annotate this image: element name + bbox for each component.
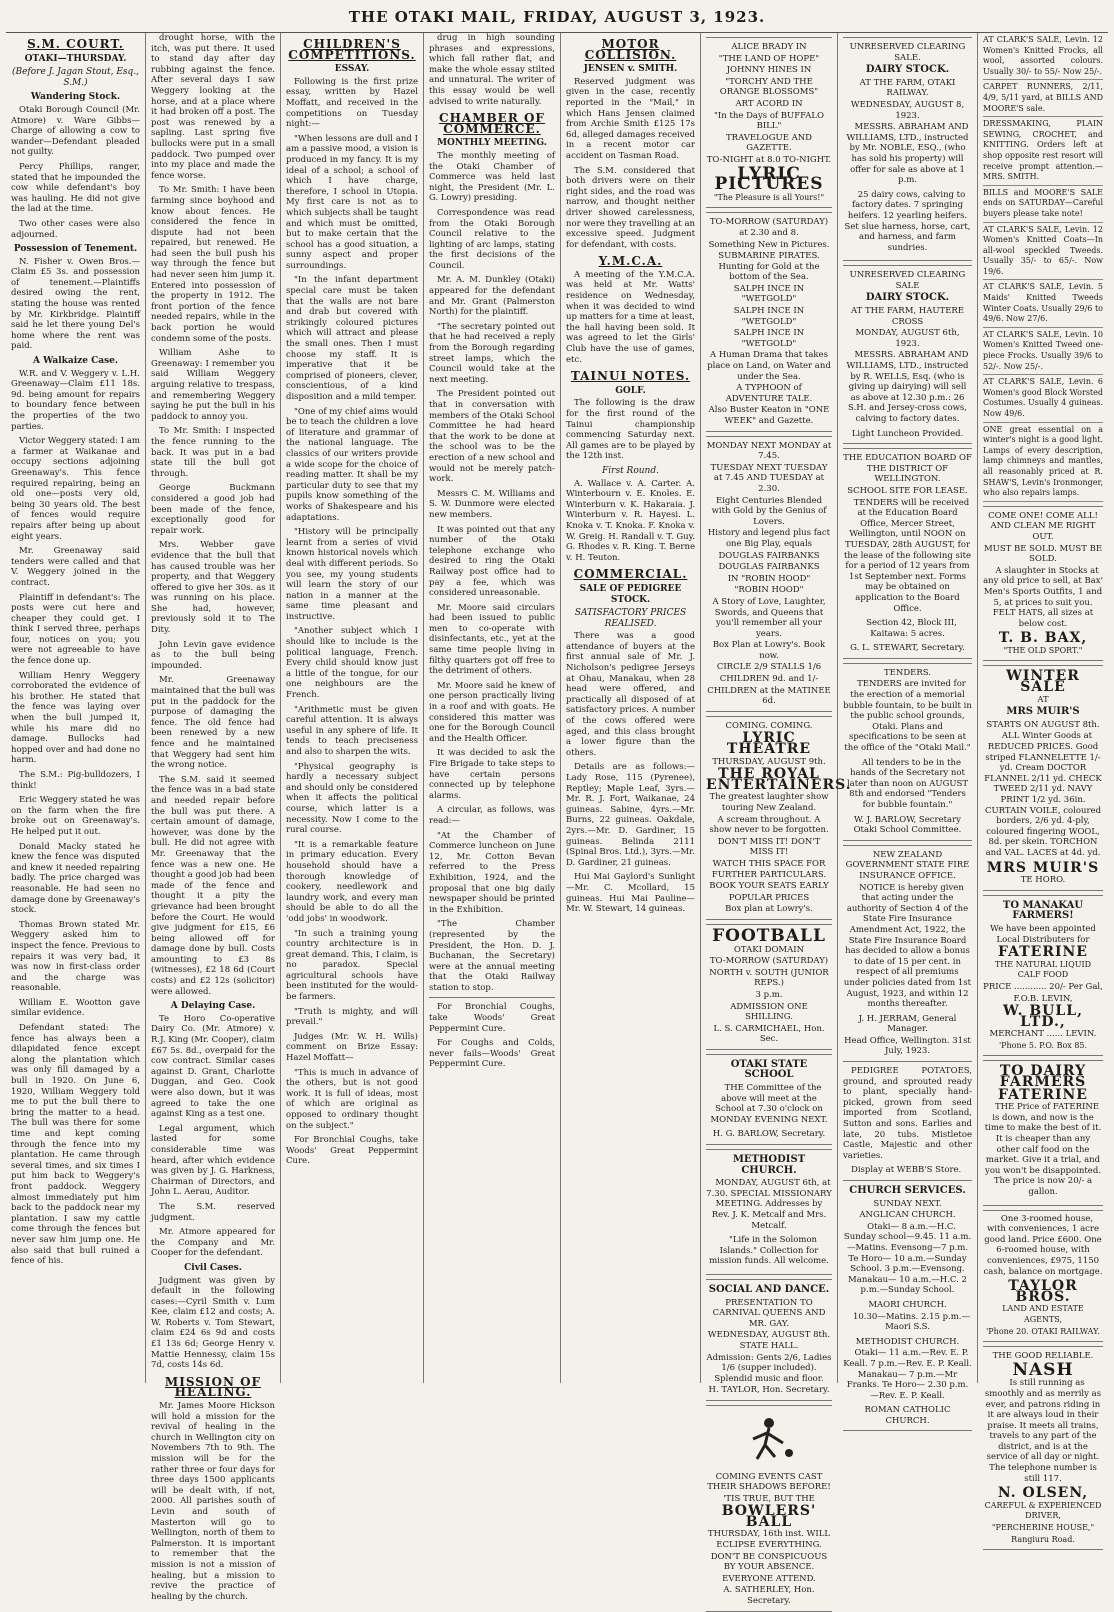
article-paragraph: "The Chamber (represented by the President, the Hon. D. J. Buchanan, the Secretary) were at the annual meeting that the Otaki Railway station to stop. bbox=[429, 919, 555, 993]
ad-line: AT bbox=[1037, 694, 1049, 705]
article-paragraph: drug in high sounding phrases and expressions, which fall rather flat, and make the whole essay stilted and unnatural. The writer of this essay would be well advised to write naturally. bbox=[429, 33, 555, 107]
ad-line: CHILDREN 9d. and 1/- bbox=[719, 674, 819, 685]
ad-line: SALPH INCE IN "WETGOLD" bbox=[733, 283, 805, 305]
article-paragraph: A circular, as follows, was read:— bbox=[429, 805, 555, 826]
ad-line: TENDERS. bbox=[884, 667, 931, 678]
ad-line: TO-MORROW (SATURDAY) at 2.30 and 8. bbox=[709, 217, 829, 238]
notice-signature: H. G. BARLOW, Secretary. bbox=[712, 1129, 826, 1140]
article-paragraph: Mr. Moore said circulars had been issued to public men to co-operate with disinfectants, etc., yet at the same time people living in filthy quarters got off free to the detriment of others. bbox=[429, 602, 555, 677]
collision-heading: MOTOR COLLISION. bbox=[584, 37, 677, 62]
ad-line: DAIRY STOCK. bbox=[865, 64, 950, 76]
column-4 bbox=[424, 33, 561, 1383]
classified-ad: AT CLARK'S SALE, Levin. 6 Women's good Block Worsted Costumes. Usually 4 guineas. Now 49/6. bbox=[983, 375, 1103, 422]
ad-line: A Story of Love, Laughter, Swords, and Queens that you'll remember all your years. bbox=[712, 596, 826, 639]
article-paragraph: William Henry Weggery corroborated the evidence of his brother. He stated that the fence was laying over when the bull jumped it, while his mare did no damage. Bullocks had hopped over and had done no harm. bbox=[11, 670, 140, 766]
court-heading: S.M. COURT. bbox=[27, 37, 124, 51]
ad-line: Admission: Gents 2/6, Ladies 1/6 (supper included). Splendid music and floor. bbox=[706, 1352, 832, 1384]
ad-line: "THE LAND OF HOPE" bbox=[718, 53, 820, 64]
article-paragraph: "History will be principally learnt from a series of vivid known historical novels which deal with different periods. So you see, my young students will learn the story of our nation in a manner at the same time pleasant and instructive. bbox=[286, 527, 418, 622]
notice-text: A slaughter in Stocks at any old price to sell, at Bax' Men's Sports Outfits, 1 and 5, at prices to suit you. FELT HATS, all sizes at below cost. bbox=[983, 565, 1103, 629]
article-paragraph: William E. Wootton gave similar evidence. bbox=[11, 997, 140, 1019]
ad-line: WEDNESDAY, AUGUST 8th. STATE HALL. bbox=[707, 1330, 831, 1351]
case-heading-civil: Civil Cases. bbox=[184, 1262, 242, 1273]
article-paragraph: For Bronchial Coughs, take Woods' Great Peppermint Cure. bbox=[286, 1135, 418, 1167]
article-paragraph: Mr. A. M. Dunkley (Otaki) appeared for the defendant and Mr. Grant (Palmerston North) for the plaintiff. bbox=[429, 275, 555, 318]
ad-line: A. SATHERLEY, Hon. Secretary. bbox=[723, 1585, 815, 1607]
ad-line: THE GOOD RELIABLE. bbox=[992, 1351, 1094, 1362]
article-paragraph: Following is the first prize essay, written by Hazel Moffatt, and received in the competitions on Tuesday night:— bbox=[286, 76, 418, 130]
methodist-notice bbox=[706, 1149, 832, 1275]
article-paragraph: The S.M.: Pig-bulldozers, I think! bbox=[11, 770, 140, 791]
winter-sale-title: WINTER SALE bbox=[1006, 668, 1080, 696]
ad-line: COME ONE! COME ALL! AND CLEAN ME RIGHT OUT. bbox=[988, 510, 1098, 542]
case-heading-delaying: A Delaying Case. bbox=[170, 1001, 256, 1012]
football-ad bbox=[706, 924, 832, 1050]
article-paragraph: Mr. Atmore appeared for the Company and Mr. Cooper for the defendant. bbox=[151, 1227, 275, 1259]
faterine-title: FATERINE bbox=[998, 944, 1088, 961]
service-times: Otaki— 8 a.m.—H.C. Sunday school—9.45. 11 a.m.—Matins. Evensong—7 p.m. Te Horo— 10 a.m.—Sunday School. 3 p.m.—Evensong. Manakau— 10 a.m.—H.C. 2 p.m.—Sunday School. bbox=[843, 1221, 972, 1296]
bax-tagline: "THE OLD SPORT." bbox=[1003, 645, 1083, 655]
article-paragraph: Messrs C. M. Williams and S. W. Dunmore were elected new members. bbox=[429, 488, 555, 520]
ad-line: POPULAR PRICES bbox=[728, 892, 810, 903]
article-paragraph: "It is a remarkable feature in primary education. Every household should have a thorough knowledge of cookery, needlework and laundry work, and every man should be able to do all the 'odd jobs' in woodwork. bbox=[286, 839, 418, 924]
church-services bbox=[843, 1180, 972, 1431]
article-paragraph: N. Fisher v. Owen Bros.—Claim £5 3s. and possession of tenement.—Plaintiffs desired owing the rent, stating the house was rented by Mr. Kirkbridge. Plaintiff said he let there young Del's home where the rent was paid. bbox=[11, 256, 140, 352]
ad-line: NEW ZEALAND GOVERNMENT STATE FIRE INSURANCE OFFICE. bbox=[845, 849, 970, 881]
nash-ad bbox=[983, 1346, 1103, 1550]
article-paragraph: A meeting of the Y.M.C.A. was held at Mr. Watts' residence on Wednesday, when it was decided to wind up matters for a time at least, the hall having been sold. It was agreed to let the Girls' Club have the use of games, etc. bbox=[566, 269, 695, 365]
ad-line: ALICE BRADY IN bbox=[731, 42, 807, 52]
ad-line: History and legend plus fact one Big Play, equals bbox=[707, 528, 831, 549]
article-paragraph: drought horse, with the itch, was put there. It used to stand day after day rubbing against the fence. After several days I saw Weggery looking at the horse, and at a place where it had broken off a post. The post was renewed by a sapling. Last spring five bullocks were put in a small paddock. Two pumped over into my place and made the fence worse. bbox=[151, 33, 275, 181]
golf-subheading: GOLF. bbox=[615, 385, 646, 396]
notice-text: TENDERS will be received at the Education Board Office, Mercer Street, Wellington, until NOON on TUESDAY, 28th AUGUST, for the lease of the following site for a period of 12 years from 1st September next. Forms may be obtained on application to the Board Office. bbox=[843, 497, 972, 614]
ad-line: We have been appointed Local Distributers for bbox=[990, 923, 1096, 945]
article-paragraph: The S.M. reserved judgment. bbox=[151, 1201, 275, 1223]
lyric-pictures-title: LYRIC PICTURES bbox=[714, 163, 824, 195]
article-paragraph: Details are as follows:— Lady Rose, 115 (Pyrenee), Reptley; Maple Leaf, 3yrs.—Mr. R. J. Fort, Waikanae, 24 guineas. Sabine, 4yrs.—Mr. Burns, 22 guineas. Oakdale, 2yrs.—Mr. D. Gardiner, 15 guineas. Belinda 2111 (Spinal Bros. Ltd.), 3yrs.—Mr. D. Gardiner, 21 guineas. bbox=[566, 762, 695, 868]
article-paragraph: It was pointed out that any number of the Otaki telephone exchange who desired to ring the Otaki Railway post office had to pay a fee, which was considered unreasonable. bbox=[429, 524, 555, 599]
article-paragraph: Reserved judgment was given in the case, recently reported in the "Mail," in which Hans Jensen claimed from Archie Smith £125 17s 6d, alleged damages received in a recent motor car accident on Tasman Road. bbox=[566, 76, 695, 161]
article-paragraph: The S.M. considered that both drivers were on their right sides, and the road was narrow, and thought neither driver showed carelessness, nor were they travelling at an excessive speed. Judgment for defendant, with costs. bbox=[566, 165, 695, 250]
article-paragraph: Donald Macky stated he knew the fence was disputed and knew it needed repairing badly. The price charged was reasonable. He had seen no damage done by Greenaway's stock. bbox=[11, 841, 140, 916]
article-paragraph: W.R. and V. Weggery v. L.H. Greenaway—Claim £11 18s. 9d. being amount for repairs to boundary fence between the properties of the two parties. bbox=[11, 368, 140, 432]
tenders-notice bbox=[843, 663, 972, 841]
notice-signature: G. L. STEWART, Secretary. bbox=[850, 643, 965, 654]
clearing-sale-ad-2 bbox=[843, 265, 972, 444]
article-paragraph: The following is the draw for the first round of the Tainui championship commencing Saturday next. All games are to be played by the 12th inst. bbox=[566, 398, 695, 462]
article-paragraph: The monthly meeting of the Otaki Chamber of Commerce was held last night, the President (Mr. L. G. Lowry) presiding. bbox=[429, 150, 555, 204]
pictures-ad-tomorrow bbox=[706, 212, 832, 431]
ad-line: TO-MORROW (SATURDAY) bbox=[709, 956, 829, 967]
article-paragraph: Otaki Borough Council (Mr. Atmore) v. Ware Gibbs—Charge of allowing a cow to wander—Defendant pleaded not guilty. bbox=[11, 104, 140, 158]
pedigree-subheading: SALE OF PEDIGREE STOCK. bbox=[579, 583, 682, 605]
ad-line: MONDAY NEXT MONDAY at 7.45. bbox=[706, 440, 832, 462]
ad-line: "In the Days of BUFFALO BILL" bbox=[714, 110, 824, 132]
winter-sale-ad bbox=[983, 665, 1103, 890]
article-paragraph: Legal argument, which lasted for some considerable time was heard, after which evidence was given by J. G. Harkness, Chairman of Directors, and John L. Aerau, Auditor. bbox=[151, 1123, 275, 1198]
notice-text: Section 42, Block III, Kaitawa: 5 acres. bbox=[866, 618, 957, 639]
ad-line: "ROBIN HOOD" bbox=[734, 585, 804, 596]
classified-ad: DRESSMAKING, PLAIN SEWING, CROCHET, and KNITTING. Orders left at shop opposite rest resort will receive prompt attention.—MRS. SMITH. bbox=[983, 117, 1103, 186]
ad-line: F.O.B. LEVIN, bbox=[1013, 993, 1073, 1004]
article-paragraph: "Truth is mighty, and will prevail." bbox=[286, 1006, 418, 1028]
ad-line: 3 p.m. bbox=[755, 989, 783, 1000]
ad-line: 'TIS TRUE, BUT THE bbox=[723, 1493, 815, 1504]
notice-text: MESSRS. ABRAHAM AND WILLIAMS, LTD., instructed by R. WELLS, Esq. (who is giving up dairying) will sell as above at 12.30 p.m.: 26 S.H. and Jersey-cross cows, calving to factory dates. bbox=[846, 350, 969, 424]
article-paragraph: Mr. Greenaway maintained that the bull was put in the paddock for the purpose of damaging the fence. The old fence had been renewed by a new fence and he maintained that Weggery had sent him the wrong notice. bbox=[151, 675, 275, 771]
article-paragraph: "The secretary pointed out that he had received a reply from the Borough regarding street lamps, which the Council would take at the next meeting. bbox=[429, 321, 555, 385]
ad-line: H. TAYLOR, Hon. Secretary. bbox=[708, 1385, 830, 1396]
column-3 bbox=[281, 33, 424, 1383]
dairy-title: TO DAIRY FARMERS bbox=[999, 1063, 1087, 1091]
classified-ad: BILLS and MOORE'S SALE ends on SATURDAY—Careful buyers please take note! bbox=[983, 186, 1103, 223]
ad-line: DAIRY STOCK. bbox=[865, 292, 950, 304]
ad-line: TUESDAY NEXT TUESDAY at 7.45 AND TUESDAY at 2.30. bbox=[710, 462, 828, 494]
ad-line: TO-NIGHT at 8.0 TO-NIGHT. bbox=[706, 154, 832, 165]
ad-line: Eight Centuries Blended with Gold by the Genius of Lovers. bbox=[711, 495, 827, 527]
mission-heading: MISSION OF HEALING. bbox=[164, 1374, 262, 1400]
ad-line: CAREFUL & EXPERIENCED DRIVER, bbox=[984, 1500, 1102, 1521]
divider bbox=[429, 997, 555, 998]
pictures-ad-tonight bbox=[706, 37, 832, 208]
ad-line: COMING EVENTS CAST THEIR SHADOWS BEFORE! bbox=[707, 1471, 831, 1493]
ad-line: SCHOOL SITE FOR LEASE. bbox=[847, 485, 968, 496]
article-paragraph: "At the Chamber of Commerce luncheon on June 12, Mr. Cotton Bevan referred to the Press Exhibition, 1924, and the proposal that one big daily newspaper should be printed in the Exhibition. bbox=[429, 830, 555, 915]
ad-line: "PERCHERINE HOUSE," bbox=[991, 1523, 1095, 1533]
bowler-illustration-icon bbox=[739, 1413, 799, 1463]
ad-line: CHILDREN at the MATINEE 6d. bbox=[707, 685, 831, 707]
ad-line: SUBMARINE PIRATES. Hunting for Gold at the bottom of the Sea. bbox=[718, 251, 820, 283]
ymca-heading: Y.M.C.A. bbox=[598, 254, 663, 269]
ad-line: SALPH INCE IN "WETGOLD" bbox=[733, 306, 805, 327]
notice-text: 25 dairy cows, calving to factory dates. 7 springing heifers. 12 yearling heifers. Set slue harness, horse, cart, and harness, and farm sundries. bbox=[844, 189, 971, 253]
ad-line: DOUGLAS FAIRBANKS bbox=[718, 550, 820, 561]
ad-line: L. S. CARMICHAEL, Hon. Sec. bbox=[713, 1023, 825, 1045]
article-paragraph: "When lessons are dull and I am a passive mood, a vision is produced in my fancy. It is my ideal of a school; a school of which I have charge, therefore, I school in Utopia. My first care is not as to which subjects shall be taught and which must be omitted, but to make certain that the school has a good situation, a sunny aspect and proper surroundings. bbox=[286, 133, 418, 271]
notice-text: All tenders to be in the hands of the Secretary not later than noon on AUGUST 8th and endorsed "Tenders for bubble fountain." bbox=[846, 757, 969, 810]
school-notice bbox=[706, 1054, 832, 1145]
ad-line: DOUGLAS FAIRBANKS bbox=[718, 562, 820, 573]
article-paragraph: For Coughs and Colds, never fails—Woods' Great Peppermint Cure. bbox=[429, 1038, 555, 1070]
notice-text: TENDERS are invited for the erection of a memorial bubble fountain, to be built in the public school grounds, Otaki. Plans and specifications to be seen at the office of the "Otaki Mail." bbox=[843, 679, 972, 754]
lyric-theatre-ad bbox=[706, 716, 852, 920]
tainui-heading: TAINUI NOTES. bbox=[570, 369, 691, 384]
article-paragraph: There was a good attendance of buyers at the first annual sale of Mr. J. Nicholson's pedigree Jerseys at Ohau, Manakau, when 28 head were offered, and practically all disposed of at satisfactory prices. A number of the cows offered were aged, and this class brought a lower figure than the others. bbox=[566, 631, 695, 758]
notice-text: One 3-roomed house, with conveniences, 1 acre good land. Price £600. One 6-roomed house, with conveniences, £975, 1150 cash, balance on mortgage. bbox=[983, 1213, 1103, 1277]
classified-ad: ONE great essential on a winter's night is a good light. Lamps of every description, lamp chimneys and mantles, all reasonably priced at R. SHAW'S, Levin's Ironmonger, who also repairs lamps. bbox=[983, 423, 1103, 502]
ad-line: Light Luncheon Provided. bbox=[851, 428, 964, 439]
classified-ad: AT CLARK'S SALE, Levin. 12 Women's Knitted Frocks, all wool, assorted colours. Usually 30/- to 55/- Now 25/-. bbox=[983, 33, 1103, 80]
ad-line: TRAVELOGUE AND GAZETTE. bbox=[726, 132, 812, 154]
article-paragraph: "Another subject which I should like to include is the political language, French. Every child should know just a little of the tongue, for our one neighbours are the French. bbox=[286, 626, 418, 701]
ad-line: SALPH INCE IN "WETGOLD" bbox=[733, 328, 805, 349]
article-paragraph: "This is much in advance of the others, but is not good work. It is full of ideas, most of which are original as opposed to ordinary thought on the subject." bbox=[286, 1067, 418, 1131]
ad-line: THE EDUCATION BOARD OF THE DISTRICT OF WELLINGTON. bbox=[843, 453, 972, 485]
potatoes-ad: Display at WEBB'S Store. bbox=[851, 1165, 962, 1176]
ad-line: IN "ROBIN HOOD" bbox=[727, 573, 811, 584]
notice-signature: Head Office, Wellington. 31st July, 1923. bbox=[844, 1035, 971, 1057]
masthead: THE OTAKI MAIL, FRIDAY, AUGUST 3, 1923. bbox=[6, 6, 1108, 33]
service-times: Otaki— 11 a.m.—Rev. E. P. Keall. 7 p.m.—Rev. E. P. Keall. Manakau— 7 p.m.—Mr Franks. Te Horo— 2.30 p.m.—Rev. E. P. Keall. bbox=[843, 1348, 972, 1401]
nash-title: NASH bbox=[1012, 1359, 1074, 1380]
church-title: CHURCH SERVICES. bbox=[849, 1185, 966, 1196]
ad-line: BOOK YOUR SEATS EARLY bbox=[709, 881, 829, 892]
ad-line: COMING. COMING. bbox=[725, 720, 813, 731]
ad-line: AT THE FARM, HAUTERE CROSS bbox=[850, 306, 965, 327]
muirs-title-2: MRS MUIR'S bbox=[986, 859, 1100, 876]
school-title: OTAKI STATE SCHOOL bbox=[730, 1058, 808, 1081]
article-paragraph: Victor Weggery stated: I am a farmer at Waikanae and occupy sections adjoining Greenaway's. This fence required repairing, being an old one—posts very old, being 30 years old. The best of fences would require repairs after being up about eight years. bbox=[11, 436, 140, 542]
dairy-farmers-ad bbox=[983, 1060, 1103, 1205]
ad-line: A Human Drama that takes place on Land, on Water and under the Sea. bbox=[707, 350, 831, 382]
article-paragraph: "In such a training young country architecture is in great demand. This, I claim, is no paradox. Special agricultural schools have been instituted for the would-be farmers. bbox=[286, 928, 418, 1003]
notice-text: ALL Winter Goods at REDUCED PRICES. Good striped FLANNELETTE 1/- yd. Cream DOCTOR FLANNEL 2/11 yd. CHECK TWEED 2/11 yd. NAVY PRINT 1/2 yd. 36in. CURTAIN VOILE, coloured borders, 2/6 yd. 4-ply, coloured fingering WOOL, 8d. per skein. TORCHON and VAL. LACES at 4d. yd. bbox=[984, 731, 1102, 858]
notice-text: THE Price of FATERINE is down, and now is the time to make the best of it. It is cheaper than any other calf food on the market. Give it a trial, and you won't be disappointed. The price is now 20/- a gallon. bbox=[984, 1102, 1102, 1197]
article-paragraph: Thomas Brown stated Mr. Weggery asked him to inspect the fence. Previous to repairs it was very bad, it was now in first-class order and the charge was reasonable. bbox=[11, 919, 140, 994]
ad-line: Box Plan at Lowry's. Book now. bbox=[712, 640, 826, 661]
ad-line: TE HORO. bbox=[1020, 875, 1066, 886]
article-paragraph: Mr. Moore said he knew of one person practically living in a roof and with goats. He considered this matter was one for the Borough Council and the Health Officer. bbox=[429, 680, 555, 744]
ad-line: ADMISSION ONE SHILLING. bbox=[730, 1001, 808, 1023]
ad-line: The greatest laughter show touring New Zealand. bbox=[709, 792, 829, 813]
bull-title: W. BULL, LTD., bbox=[1003, 1003, 1083, 1030]
lyric-pictures-slogan: "The Pleasure is all Yours!" bbox=[713, 192, 825, 202]
ad-line: CIRCLE 2/9 STALLS 1/6 bbox=[716, 662, 822, 673]
ad-line: MAORI CHURCH. bbox=[868, 1299, 947, 1310]
ad-line: SUNDAY NEXT. bbox=[873, 1198, 942, 1209]
taylor-title: TAYLOR BROS. bbox=[1008, 1278, 1078, 1305]
ad-line: ART ACORD IN bbox=[735, 98, 803, 109]
ad-line: UNRESERVED CLEARING SALE bbox=[849, 270, 966, 291]
prices-subheading: SATISFACTORY PRICES REALISED. bbox=[574, 608, 687, 629]
notice-signature: W. J. BARLOW, Secretary Otaki School Committee. bbox=[853, 814, 962, 836]
article-paragraph: To Mr. Smith: I have been farming since boyhood and know about fences. He considered the fence in dispute had not been repaired, but renewed. He had seen the bull push his way through the fence but had never seen him jump it. Entered into possession of the property in 1912. The front portion of the fence needed repairs, while in the back portion he would condemn some of the posts. bbox=[151, 185, 275, 344]
article-paragraph: William Ashe to Greenaway: I remember you said William Weggery arguing relative to trespass, and remembering Weggery saying he put the bull in his paddock to annoy you. bbox=[151, 348, 275, 422]
court-subheading: OTAKI—THURSDAY. bbox=[24, 53, 127, 64]
service-times: 10.30—Matins. 2.15 p.m.—Maori S.S. bbox=[852, 1311, 970, 1333]
ad-line: A scream throughout. A show never to be forgotten. bbox=[709, 814, 829, 836]
classified-ad: AT CLARK'S SALE, Levin. 12 Women's Knitted Coats—In all-wool speckled Tweeds. Usually 35/- to 65/-. Now 19/6. bbox=[983, 223, 1103, 281]
article-paragraph: It was decided to ask the Fire Brigade to take steps to have certain persons connected up by telephone alarms. bbox=[429, 748, 555, 801]
methodist-title: METHODIST CHURCH. bbox=[732, 1154, 806, 1176]
ad-line: 'Phone 20. OTAKI RAILWAY. bbox=[986, 1326, 1100, 1336]
notice-signature: J. H. JERRAM, General Manager. bbox=[858, 1013, 957, 1035]
ad-line: "TORCHY AND THE ORANGE BLOSSOMS" bbox=[719, 76, 819, 98]
muirs-title: MRS MUIR'S bbox=[1006, 706, 1080, 718]
ad-line: DON'T BE CONSPICUOUS BY YOUR ABSENCE. bbox=[710, 1551, 828, 1573]
article-paragraph: Judges (Mr. W. H. Wills) comment on Brize Essay: Hazel Moffatt— bbox=[286, 1031, 418, 1064]
case-heading-walkaize: A Walkaize Case. bbox=[32, 356, 119, 367]
case-heading-tenement: Possession of Tenement. bbox=[13, 244, 138, 255]
column-2 bbox=[146, 33, 281, 1602]
ad-line: Rangiuru Road. bbox=[1011, 1534, 1075, 1544]
ad-line: MUST BE SOLD. MUST BE SOLD. bbox=[983, 543, 1103, 565]
bax-title: T. B. BAX, bbox=[998, 630, 1088, 647]
essay-subheading: ESSAY. bbox=[334, 64, 370, 75]
case-heading-wandering: Wandering Stock. bbox=[30, 92, 121, 103]
ad-line: Something New in Pictures. bbox=[708, 239, 830, 250]
article-paragraph: Correspondence was read from the Otaki Borough Council relative to the lighting of arc lamps, stating the first decisions of the Council. bbox=[429, 207, 555, 271]
classified-ad: AT CLARK'S SALE, Levin. 5 Maids' Knitted Tweeds Winter Coats. Usually 29/6 to 49/6. Now 27/6. bbox=[983, 280, 1103, 327]
bowlers-ball-ad bbox=[706, 1405, 832, 1612]
bowlers-title: BOWLERS' BALL bbox=[721, 1503, 817, 1530]
column-7 bbox=[838, 33, 978, 1426]
ad-line: PRESENTATION TO CARNIVAL QUEENS AND MR. GAY. bbox=[712, 1297, 826, 1329]
ad-line: AT THE FARM, OTAKI RAILWAY. bbox=[859, 77, 956, 99]
column-1 bbox=[6, 33, 146, 1383]
bax-ad bbox=[983, 506, 1103, 662]
ad-line: THURSDAY, AUGUST 9th. bbox=[712, 756, 826, 767]
commercial-heading: COMMERCIAL. bbox=[573, 567, 688, 582]
lyric-theatre-title: LYRIC THEATRE bbox=[726, 730, 812, 758]
article-paragraph: John Levin gave evidence as to the bull being impounded. bbox=[151, 639, 275, 671]
ad-line: JOHNNY HINES IN bbox=[726, 65, 812, 76]
notice-text: Is still running as smoothly and as merrily as ever, and patrons riding in it are always loud in their praise. It meets all trains, travels to any part of the district, and is at the service of all day or night. The telephone number is still 117. bbox=[984, 1378, 1102, 1484]
manakau-title: TO MANAKAU FARMERS! bbox=[1002, 899, 1084, 922]
golf-draw: A. Wallace v. A. Carter. A. Winterbourn v. E. Knoles. E. Winterburn v. K. Hakaraia. J. Winterburn v. R. Hayesi. L. Knoka v. T. Knoka. F. Knoka v. W. Greig. H. Randall v. T. Guy. G. Rhodes v. R. King. T. Berne v. H. Teuton. bbox=[566, 478, 695, 563]
ad-line: 'Phone 5. P.O. Box 85. bbox=[998, 1040, 1088, 1050]
article-paragraph: For Bronchial Coughs, take Woods' Great Peppermint Cure. bbox=[429, 1002, 555, 1034]
faterine-title-2: FATERINE bbox=[998, 1086, 1088, 1103]
fire-insurance-notice bbox=[843, 845, 972, 1062]
potatoes-ad: PEDIGREE POTATOES, ground, and sprouted ready to plant, specially hand-picked, grown from seed imported from Scotland, Sutton and sons. Earlies and late, 20 tubs. Mistletoe Castle, Majestic and other varieties. bbox=[843, 1066, 972, 1161]
article-paragraph: "Physical geography is hardly a necessary subject and should only be considered when it affects the political course, which latter is a necessity. Now I come to the rural course. bbox=[286, 761, 418, 836]
ad-line: STARTS ON AUGUST 8th. bbox=[986, 719, 1100, 730]
notice-text: MONDAY, AUGUST 6th, at 7.30. SPECIAL MISSIONARY MEETING. Addresses by Rev. J. K. Metcalf and Mrs. Metcalf. bbox=[706, 1178, 832, 1231]
ad-line: Also Buster Keaton in "ONE WEEK" and Gazette. bbox=[708, 405, 830, 426]
ad-line: EVERYONE ATTEND. bbox=[722, 1573, 816, 1584]
education-board-notice bbox=[843, 448, 972, 659]
ad-line: MERCHANT ...... LEVIN. bbox=[989, 1029, 1097, 1040]
ad-line: LAND AND ESTATE AGENTS, bbox=[1002, 1304, 1084, 1324]
article-paragraph: The S.M. said it seemed the fence was in a bad state and needed repair before the bull was put there. A certain amount of damage, however, was done by the bull. He did not agree with Mr. Greenaway that the fence was a new one. He thought a good job had been made of the fence and thought it a pity the grievance had been brought before the Court. He would give judgment for £15, £6 being allowed off for damage done by bull. Costs amounting to £3 8s (witnesses), £2 18 6d (Court costs) and £2 12s (solicitor) were allowed. bbox=[151, 774, 275, 997]
classified-ad: CARPET RUNNERS, 2/11, 4/9, 5/11 yard, at BILLS AND MOORE'S sale. bbox=[983, 80, 1103, 117]
article-paragraph: Mrs. Webber gave evidence that the bull that has caused trouble was her property, and that Weggery offered to give her 30s. as it was running on his place. She had, however, previously sold it to The Dity. bbox=[151, 540, 275, 636]
faterine-ad bbox=[983, 895, 1103, 1057]
article-paragraph: To Mr. Smith: I inspected the fence running to the back. It was put in a bad state till the bull got through. bbox=[151, 426, 275, 479]
chamber-heading: CHAMBER OF COMMERCE. bbox=[439, 111, 545, 136]
ad-line: ANGLICAN CHURCH. bbox=[859, 1210, 956, 1221]
article-paragraph: Mr. James Moore Hickson will hold a mission for the revival of healing in the church in Wellington city on Novembers 7th to 9th. The mission will be for the rather three or four days for three days 1500 applicants will be dealt with, if not, 2000. All parishes south of Levin and south of Masterton will go to Wellington, north of them to Palmerston. It is important to remember that the mission is not a mission of healing, but a mission to revive the practice of healing by the church. bbox=[151, 1401, 275, 1602]
ad-line: Box plan at Lowry's. bbox=[725, 904, 813, 915]
court-byline: (Before J. Jagan Stout, Esq., S.M.) bbox=[11, 67, 140, 88]
ad-line: THURSDAY, 16th inst. WILL ECLIPSE EVERYTHING. bbox=[707, 1529, 831, 1551]
notice-text: THE Committee of the above will meet at the School at 7.30 o'clock on MONDAY EVENING NEXT. bbox=[710, 1083, 828, 1125]
column-5 bbox=[561, 33, 701, 1383]
faterine-subtitle: THE NATURAL LIQUID CALF FOOD bbox=[994, 959, 1092, 980]
chamber-subheading: MONTHLY MEETING. bbox=[437, 138, 547, 149]
ad-line: ROMAN CATHOLIC CHURCH. bbox=[864, 1405, 951, 1426]
royal-entertainers-title: THE ROYAL ENTERTAINERS. bbox=[706, 766, 852, 793]
dance-title: SOCIAL AND DANCE. bbox=[708, 1283, 830, 1295]
ad-line: A TYPHOON of ADVENTURE TALE. bbox=[725, 383, 813, 404]
article-paragraph: "Arithmetic must be given careful attention. It is always useful in any sphere of life. It tends to teach preciseness and also to sharpen the wits. bbox=[286, 704, 418, 757]
article-paragraph: Percy Phillips, ranger, stated that he impounded the cow while defendant's boy was hauling. He did not give the lad at the time. bbox=[11, 161, 140, 215]
notice-text: "Life in the Solomon Islands." Collection for mission funds. All welcome. bbox=[709, 1235, 829, 1267]
competitions-heading: CHILDREN'S COMPETITIONS. bbox=[288, 37, 416, 62]
dance-notice bbox=[706, 1279, 832, 1401]
ad-line: UNRESERVED CLEARING SALE. bbox=[849, 42, 966, 63]
article-paragraph: Te Horo Co-operative Dairy Co. (Mr. Atmore) v. R.J. King (Mr. Cooper), claim £67 5s. 8d., overpaid for the cow contract. Similar cases against D. Grant, Charlotte Duggan, and Geo. Cook were also down, but it was agreed to take the one against King as a test one. bbox=[151, 1013, 275, 1120]
ad-line: WEDNESDAY, AUGUST 8, 1923. bbox=[850, 99, 965, 121]
columns bbox=[6, 33, 1108, 1607]
column-8 bbox=[978, 33, 1108, 1544]
article-paragraph: Eric Weggery stated he was on the farm when the fire broke out on Greenaway's. He helped put it out. bbox=[11, 795, 140, 837]
taylor-bros-ad bbox=[983, 1210, 1103, 1343]
pictures-ad-monday bbox=[706, 436, 832, 712]
column-6 bbox=[701, 33, 852, 1607]
first-round-label: First Round. bbox=[602, 465, 659, 476]
ad-line: DON'T MISS IT! DON'T MISS IT! bbox=[717, 836, 821, 858]
ad-line: OTAKI DOMAIN bbox=[733, 944, 805, 955]
article-paragraph: Two other cases were also adjourned. bbox=[11, 218, 140, 240]
collision-subheading: JENSEN v. SMITH. bbox=[583, 64, 678, 75]
classified-ad: AT CLARK'S SALE, Levin. 10 Women's Knitted Tweed one-piece Frocks. Usually 39/6 to 52/-. Now 25/-. bbox=[983, 328, 1103, 375]
notice-text: MESSRS. ABRAHAM AND WILLIAMS, LTD., instructed by Mr. NOBLE, ESQ., (who has sold his property) will offer for sale as above at 1 p.m. bbox=[846, 122, 969, 186]
article-paragraph: Defendant stated: The fence has always been a dilapidated fence except along the plantation which was only fill damaged by a bull in 1920. On June 6, 1920, William Weggery told me to put the bull there to bring the matter to a head. The bull was there for some time and kept coming through the fence into my plantation. He came through several times, and six times I put him back to Weggery's front paddock. Weggery almost immediately put him back to the paddock near my plantation. I saw my cattle come through the fences but never saw him jump one. He also said that bull ruined a fence of his. bbox=[11, 1023, 140, 1267]
ad-line: METHODIST CHURCH. bbox=[855, 1336, 960, 1347]
football-title: FOOTBALL bbox=[712, 925, 826, 946]
ad-line: MONDAY, AUGUST 6th, 1923. bbox=[855, 328, 960, 349]
article-paragraph: "One of my chief aims would be to teach the children a love of literature and grammar of the national language. The classics of our writers provide a wide scope for the choice of reading matter. It shall be my particular duty to see that my pupils know something of the works of Shakespeare and his adaptations. bbox=[286, 406, 418, 523]
ad-line: NORTH v. SOUTH (JUNIOR REPS.) bbox=[709, 967, 829, 989]
article-paragraph: The President pointed out that in conversation with members of the Otaki School Committee he had heard that the work to be done at the school was to be the erection of a new school and would not be merely patch-work. bbox=[429, 389, 555, 485]
article-paragraph: Plaintiff in defendant's: The posts were cut here and cheaper they could get. I think I served three, perhaps four, notices on you; you were not agreeable to have the fence done up. bbox=[11, 592, 140, 667]
olsen-title: N. OLSEN, bbox=[997, 1485, 1089, 1502]
article-paragraph: Mr. Greenaway said tenders were called and that V. Weggery joined in the contract. bbox=[11, 546, 140, 588]
article-paragraph: Judgment was given by default in the following cases:—Cyril Smith v. Lum Kee, claim £12 and costs; A. W. Roberts v. Tom Stewart, claim £24 6s 9d and costs £1 13s 6d; George Henry v. Mattie Hennessy, claim 15s 7d, costs 14s 6d. bbox=[151, 1275, 275, 1371]
article-paragraph: George Buckmann considered a good job had been made of the fence, exceptionally good for repair work. bbox=[151, 483, 275, 536]
notice-text: NOTICE is hereby given that acting under the authority of Section 4 of the State Fire Insurance Amendment Act, 1922, the State Fire Insurance Board has decided to allow a bonus to date of 15 per cent. in respect of all premiums under policies dated from 1st August, 1923, and within 12 months thereafter. bbox=[843, 882, 972, 1010]
clearing-sale-ad-1 bbox=[843, 37, 972, 261]
ad-line: PRICE ............ 20/- Per Gal, bbox=[983, 981, 1103, 992]
ad-line: WATCH THIS SPACE FOR FURTHER PARTICULARS. bbox=[711, 858, 827, 880]
article-paragraph: Hui Mai Gaylord's Sunlight—Mr. C. Mcollard, 15 guineas. Hui Mai Pauline—Mr. W. Stewart, 14 guineas. bbox=[566, 872, 695, 915]
article-paragraph: "In the infant department special care must be taken that the walls are not bare and drab but covered with strikingly coloured pictures which will attract and please the small ones. Then I must choose my staff. It is imperative that it be comprised of pioneers, clever, conscientious, of a kind disposition and a mild temper. bbox=[286, 275, 418, 402]
